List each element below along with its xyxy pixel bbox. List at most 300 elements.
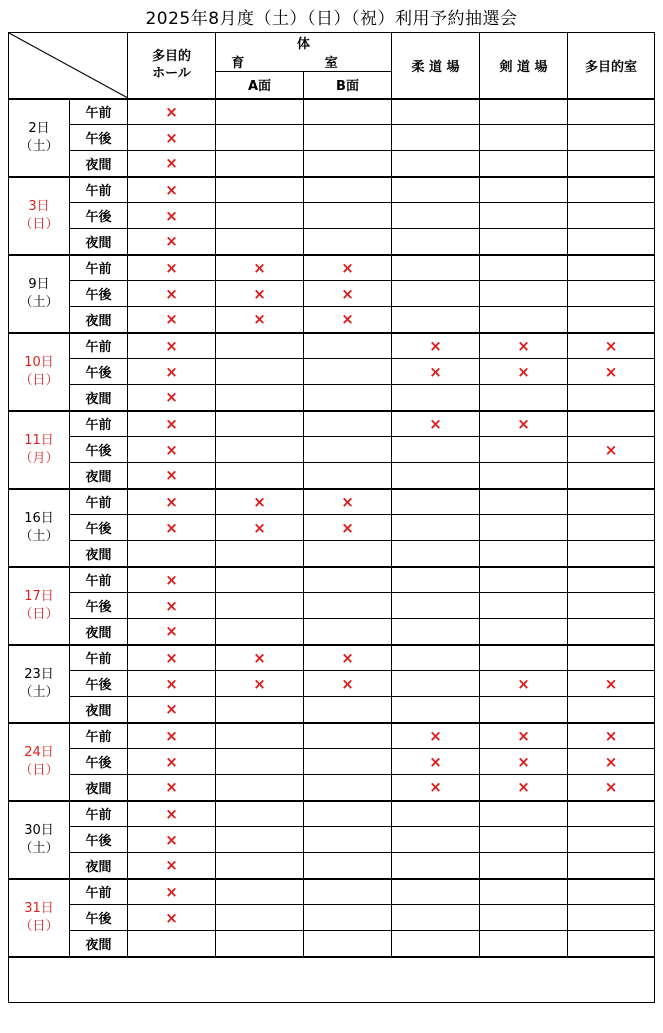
cell-kendo bbox=[480, 697, 568, 723]
day-cell bbox=[9, 801, 70, 879]
cell-multi-hall bbox=[128, 775, 216, 801]
time-slot-label: 午後 bbox=[70, 203, 128, 229]
booked-mark: × bbox=[517, 778, 530, 797]
booked-mark: × bbox=[165, 492, 178, 511]
cell-gym-b bbox=[304, 515, 392, 541]
booked-mark: × bbox=[429, 778, 442, 797]
cell-kendo bbox=[480, 281, 568, 307]
time-slot-label: 夜間 bbox=[70, 931, 128, 957]
booked-mark: × bbox=[165, 778, 178, 797]
cell-gym-a bbox=[216, 255, 304, 281]
table-row bbox=[9, 541, 655, 567]
booked-mark: × bbox=[165, 388, 178, 407]
time-slot-label: 夜間 bbox=[70, 697, 128, 723]
booked-mark: × bbox=[165, 180, 178, 199]
cell-kendo bbox=[480, 801, 568, 827]
booked-mark: × bbox=[429, 336, 442, 355]
cell-kendo bbox=[480, 827, 568, 853]
cell-kendo bbox=[480, 489, 568, 515]
booked-mark: × bbox=[341, 258, 354, 277]
cell-gym-a bbox=[216, 489, 304, 515]
cell-multi-hall bbox=[128, 827, 216, 853]
cell-kendo bbox=[480, 99, 568, 125]
day-of-week: （土） bbox=[19, 528, 59, 544]
booked-mark: × bbox=[165, 362, 178, 381]
cell-gym-a bbox=[216, 229, 304, 255]
cell-multi-hall bbox=[128, 541, 216, 567]
booked-mark: × bbox=[517, 336, 530, 355]
day-cell bbox=[9, 411, 70, 489]
cell-multi-hall bbox=[128, 229, 216, 255]
footer-blank-cell bbox=[9, 957, 655, 1003]
booked-mark: × bbox=[429, 362, 442, 381]
cell-judo bbox=[392, 515, 480, 541]
booked-mark: × bbox=[165, 700, 178, 719]
cell-multi-room bbox=[568, 645, 655, 671]
day-of-week: （土） bbox=[19, 294, 59, 310]
day-number: 9日 bbox=[28, 276, 50, 292]
header-multi-hall-line1: 多目的 bbox=[151, 49, 191, 65]
cell-gym-a bbox=[216, 879, 304, 905]
cell-multi-hall bbox=[128, 255, 216, 281]
cell-kendo bbox=[480, 853, 568, 879]
header-gym-a: A面 bbox=[216, 72, 304, 99]
cell-multi-room bbox=[568, 463, 655, 489]
cell-judo bbox=[392, 229, 480, 255]
cell-gym-b bbox=[304, 775, 392, 801]
booked-mark: × bbox=[604, 674, 618, 693]
cell-gym-a bbox=[216, 437, 304, 463]
cell-kendo bbox=[480, 671, 568, 697]
day-cell bbox=[9, 99, 70, 177]
cell-judo bbox=[392, 385, 480, 411]
cell-gym-b bbox=[304, 99, 392, 125]
table-row bbox=[9, 931, 655, 957]
cell-multi-room bbox=[568, 307, 655, 333]
cell-multi-room bbox=[568, 489, 655, 515]
cell-kendo bbox=[480, 229, 568, 255]
cell-gym-b bbox=[304, 229, 392, 255]
booked-mark: × bbox=[517, 362, 530, 381]
cell-kendo bbox=[480, 307, 568, 333]
cell-multi-room bbox=[568, 203, 655, 229]
time-slot-label: 夜間 bbox=[70, 229, 128, 255]
cell-gym-a bbox=[216, 99, 304, 125]
cell-judo bbox=[392, 463, 480, 489]
corner-diagonal-cell bbox=[9, 33, 128, 99]
time-slot-label: 午前 bbox=[70, 801, 128, 827]
cell-gym-b bbox=[304, 827, 392, 853]
time-slot-label: 午後 bbox=[70, 671, 128, 697]
cell-gym-a bbox=[216, 385, 304, 411]
cell-multi-hall bbox=[128, 125, 216, 151]
cell-gym-b bbox=[304, 463, 392, 489]
booked-mark: × bbox=[253, 648, 266, 667]
time-slot-label: 午後 bbox=[70, 905, 128, 931]
cell-gym-b bbox=[304, 411, 392, 437]
booked-mark: × bbox=[165, 648, 178, 667]
time-slot-label: 午前 bbox=[70, 567, 128, 593]
booked-mark: × bbox=[429, 752, 442, 771]
time-slot-label: 午後 bbox=[70, 359, 128, 385]
cell-kendo bbox=[480, 567, 568, 593]
booked-mark: × bbox=[341, 310, 354, 329]
cell-gym-a bbox=[216, 593, 304, 619]
booked-mark: × bbox=[253, 492, 266, 511]
booked-mark: × bbox=[604, 362, 618, 381]
booked-mark: × bbox=[165, 752, 178, 771]
table-row bbox=[9, 905, 655, 931]
cell-gym-b bbox=[304, 203, 392, 229]
header-judo: 柔 道 場 bbox=[392, 33, 480, 99]
cell-gym-a bbox=[216, 567, 304, 593]
cell-judo bbox=[392, 775, 480, 801]
cell-multi-room bbox=[568, 749, 655, 775]
time-slot-label: 午前 bbox=[70, 879, 128, 905]
booked-mark: × bbox=[165, 804, 178, 823]
table-row bbox=[9, 593, 655, 619]
cell-gym-a bbox=[216, 307, 304, 333]
cell-judo bbox=[392, 749, 480, 775]
table-row bbox=[9, 879, 655, 905]
cell-multi-hall bbox=[128, 671, 216, 697]
booked-mark: × bbox=[165, 336, 178, 355]
cell-kendo bbox=[480, 203, 568, 229]
day-of-week: （月） bbox=[19, 450, 59, 466]
booked-mark: × bbox=[341, 674, 354, 693]
table-row bbox=[9, 853, 655, 879]
cell-gym-b bbox=[304, 281, 392, 307]
cell-gym-a bbox=[216, 645, 304, 671]
cell-gym-b bbox=[304, 359, 392, 385]
header-multi-hall-line2: ホール bbox=[152, 66, 191, 82]
cell-multi-room bbox=[568, 931, 655, 957]
booked-mark: × bbox=[165, 154, 178, 173]
cell-multi-room bbox=[568, 333, 655, 359]
table-row bbox=[9, 203, 655, 229]
cell-judo bbox=[392, 333, 480, 359]
day-of-week: （日） bbox=[19, 372, 59, 388]
cell-kendo bbox=[480, 333, 568, 359]
cell-gym-a bbox=[216, 619, 304, 645]
cell-multi-hall bbox=[128, 99, 216, 125]
time-slot-label: 午後 bbox=[70, 593, 128, 619]
time-slot-label: 午後 bbox=[70, 125, 128, 151]
cell-multi-hall bbox=[128, 151, 216, 177]
table-row bbox=[9, 333, 655, 359]
cell-multi-hall bbox=[128, 697, 216, 723]
cell-gym-a bbox=[216, 827, 304, 853]
cell-multi-hall bbox=[128, 723, 216, 749]
cell-kendo bbox=[480, 541, 568, 567]
cell-gym-b bbox=[304, 671, 392, 697]
day-number: 10日 bbox=[24, 354, 54, 370]
cell-multi-hall bbox=[128, 619, 216, 645]
cell-gym-a bbox=[216, 905, 304, 931]
day-of-week: （土） bbox=[19, 138, 59, 154]
day-of-week: （土） bbox=[19, 840, 59, 856]
cell-multi-hall bbox=[128, 645, 216, 671]
day-cell bbox=[9, 645, 70, 723]
cell-multi-hall bbox=[128, 333, 216, 359]
cell-kendo bbox=[480, 723, 568, 749]
booked-mark: × bbox=[604, 778, 618, 797]
cell-gym-b bbox=[304, 489, 392, 515]
cell-kendo bbox=[480, 593, 568, 619]
cell-multi-room bbox=[568, 411, 655, 437]
cell-judo bbox=[392, 437, 480, 463]
cell-judo bbox=[392, 593, 480, 619]
cell-gym-a bbox=[216, 151, 304, 177]
cell-judo bbox=[392, 281, 480, 307]
cell-multi-hall bbox=[128, 931, 216, 957]
table-row bbox=[9, 151, 655, 177]
cell-multi-hall bbox=[128, 515, 216, 541]
cell-kendo bbox=[480, 411, 568, 437]
time-slot-label: 午後 bbox=[70, 827, 128, 853]
cell-multi-room bbox=[568, 229, 655, 255]
cell-gym-b bbox=[304, 307, 392, 333]
cell-multi-room bbox=[568, 125, 655, 151]
table-row bbox=[9, 229, 655, 255]
table-row bbox=[9, 463, 655, 489]
table-row bbox=[9, 827, 655, 853]
day-number: 2日 bbox=[28, 120, 50, 136]
booked-mark: × bbox=[253, 258, 266, 277]
booked-mark: × bbox=[253, 518, 266, 537]
cell-judo bbox=[392, 879, 480, 905]
booked-mark: × bbox=[165, 466, 178, 485]
cell-gym-b bbox=[304, 567, 392, 593]
time-slot-label: 午前 bbox=[70, 411, 128, 437]
cell-judo bbox=[392, 619, 480, 645]
cell-multi-room bbox=[568, 593, 655, 619]
cell-kendo bbox=[480, 359, 568, 385]
booked-mark: × bbox=[165, 102, 178, 121]
cell-multi-hall bbox=[128, 567, 216, 593]
cell-multi-room bbox=[568, 281, 655, 307]
cell-kendo bbox=[480, 125, 568, 151]
cell-gym-b bbox=[304, 697, 392, 723]
booked-mark: × bbox=[165, 882, 178, 901]
cell-judo bbox=[392, 359, 480, 385]
cell-kendo bbox=[480, 437, 568, 463]
cell-multi-hall bbox=[128, 749, 216, 775]
day-number: 17日 bbox=[24, 588, 54, 604]
booked-mark: × bbox=[253, 310, 266, 329]
cell-gym-a bbox=[216, 359, 304, 385]
booked-mark: × bbox=[165, 674, 178, 693]
cell-multi-hall bbox=[128, 281, 216, 307]
cell-judo bbox=[392, 931, 480, 957]
cell-gym-b bbox=[304, 879, 392, 905]
cell-gym-b bbox=[304, 749, 392, 775]
booked-mark: × bbox=[165, 622, 178, 641]
cell-gym-a bbox=[216, 931, 304, 957]
cell-judo bbox=[392, 853, 480, 879]
day-cell bbox=[9, 723, 70, 801]
day-of-week: （土） bbox=[19, 684, 59, 700]
reservation-table bbox=[8, 32, 655, 1003]
booked-mark: × bbox=[341, 284, 354, 303]
table-row bbox=[9, 645, 655, 671]
cell-gym-b bbox=[304, 619, 392, 645]
cell-judo bbox=[392, 411, 480, 437]
cell-kendo bbox=[480, 515, 568, 541]
cell-gym-b bbox=[304, 801, 392, 827]
cell-gym-b bbox=[304, 723, 392, 749]
table-row bbox=[9, 775, 655, 801]
cell-kendo bbox=[480, 385, 568, 411]
table-row bbox=[9, 99, 655, 125]
day-cell bbox=[9, 879, 70, 957]
header-multi-hall bbox=[128, 33, 216, 99]
cell-kendo bbox=[480, 151, 568, 177]
cell-multi-room bbox=[568, 723, 655, 749]
booked-mark: × bbox=[253, 674, 266, 693]
cell-multi-hall bbox=[128, 801, 216, 827]
cell-multi-room bbox=[568, 697, 655, 723]
booked-mark: × bbox=[604, 726, 618, 745]
booked-mark: × bbox=[165, 232, 178, 251]
time-slot-label: 夜間 bbox=[70, 775, 128, 801]
cell-judo bbox=[392, 905, 480, 931]
time-slot-label: 午前 bbox=[70, 177, 128, 203]
cell-judo bbox=[392, 801, 480, 827]
booked-mark: × bbox=[604, 336, 618, 355]
time-slot-label: 午前 bbox=[70, 723, 128, 749]
header-gym-label: 体 育 室 bbox=[231, 37, 376, 71]
footer-blank-row bbox=[9, 957, 655, 1003]
cell-multi-room bbox=[568, 879, 655, 905]
cell-kendo bbox=[480, 645, 568, 671]
cell-multi-room bbox=[568, 827, 655, 853]
table-row bbox=[9, 671, 655, 697]
cell-judo bbox=[392, 567, 480, 593]
cell-gym-a bbox=[216, 125, 304, 151]
cell-multi-hall bbox=[128, 463, 216, 489]
table-row bbox=[9, 619, 655, 645]
booked-mark: × bbox=[341, 518, 354, 537]
day-of-week: （日） bbox=[19, 606, 59, 622]
cell-multi-room bbox=[568, 567, 655, 593]
cell-multi-hall bbox=[128, 385, 216, 411]
booked-mark: × bbox=[517, 674, 530, 693]
cell-judo bbox=[392, 723, 480, 749]
cell-multi-room bbox=[568, 99, 655, 125]
cell-judo bbox=[392, 671, 480, 697]
table-row bbox=[9, 281, 655, 307]
cell-multi-room bbox=[568, 853, 655, 879]
cell-gym-a bbox=[216, 671, 304, 697]
cell-gym-a bbox=[216, 333, 304, 359]
time-slot-label: 夜間 bbox=[70, 541, 128, 567]
cell-multi-room bbox=[568, 359, 655, 385]
day-number: 11日 bbox=[24, 432, 54, 448]
booked-mark: × bbox=[165, 258, 178, 277]
booked-mark: × bbox=[429, 726, 442, 745]
cell-judo bbox=[392, 177, 480, 203]
cell-multi-room bbox=[568, 671, 655, 697]
cell-multi-hall bbox=[128, 203, 216, 229]
time-slot-label: 夜間 bbox=[70, 307, 128, 333]
time-slot-label: 午前 bbox=[70, 489, 128, 515]
cell-gym-a bbox=[216, 723, 304, 749]
booked-mark: × bbox=[165, 570, 178, 589]
cell-gym-a bbox=[216, 281, 304, 307]
cell-multi-room bbox=[568, 385, 655, 411]
cell-gym-a bbox=[216, 463, 304, 489]
header-multi-room: 多目的室 bbox=[568, 33, 655, 99]
cell-multi-room bbox=[568, 177, 655, 203]
cell-judo bbox=[392, 203, 480, 229]
booked-mark: × bbox=[165, 596, 178, 615]
cell-multi-room bbox=[568, 437, 655, 463]
cell-gym-b bbox=[304, 151, 392, 177]
cell-gym-a bbox=[216, 697, 304, 723]
cell-multi-room bbox=[568, 801, 655, 827]
table-row bbox=[9, 411, 655, 437]
day-number: 16日 bbox=[24, 510, 54, 526]
day-of-week: （日） bbox=[19, 216, 59, 232]
day-number: 31日 bbox=[24, 900, 54, 916]
cell-gym-b bbox=[304, 541, 392, 567]
cell-multi-hall bbox=[128, 359, 216, 385]
cell-gym-b bbox=[304, 853, 392, 879]
cell-multi-hall bbox=[128, 905, 216, 931]
cell-gym-a bbox=[216, 541, 304, 567]
booked-mark: × bbox=[165, 284, 178, 303]
booked-mark: × bbox=[604, 752, 618, 771]
booked-mark: × bbox=[341, 492, 354, 511]
cell-gym-a bbox=[216, 749, 304, 775]
cell-gym-b bbox=[304, 645, 392, 671]
booked-mark: × bbox=[165, 908, 178, 927]
cell-gym-a bbox=[216, 177, 304, 203]
cell-multi-hall bbox=[128, 593, 216, 619]
cell-multi-room bbox=[568, 905, 655, 931]
cell-gym-a bbox=[216, 515, 304, 541]
cell-kendo bbox=[480, 749, 568, 775]
booked-mark: × bbox=[517, 752, 530, 771]
table-row bbox=[9, 385, 655, 411]
cell-kendo bbox=[480, 879, 568, 905]
cell-multi-room bbox=[568, 619, 655, 645]
time-slot-label: 午前 bbox=[70, 645, 128, 671]
booked-mark: × bbox=[165, 830, 178, 849]
day-cell bbox=[9, 333, 70, 411]
cell-multi-hall bbox=[128, 853, 216, 879]
cell-gym-a bbox=[216, 801, 304, 827]
cell-gym-b bbox=[304, 255, 392, 281]
cell-multi-room bbox=[568, 255, 655, 281]
table-row bbox=[9, 255, 655, 281]
time-slot-label: 午前 bbox=[70, 333, 128, 359]
cell-judo bbox=[392, 645, 480, 671]
booked-mark: × bbox=[165, 310, 178, 329]
booked-mark: × bbox=[604, 440, 618, 459]
header-kendo: 剣 道 場 bbox=[480, 33, 568, 99]
table-row bbox=[9, 515, 655, 541]
cell-multi-hall bbox=[128, 879, 216, 905]
cell-multi-room bbox=[568, 151, 655, 177]
cell-judo bbox=[392, 827, 480, 853]
cell-judo bbox=[392, 697, 480, 723]
day-number: 23日 bbox=[24, 666, 54, 682]
cell-judo bbox=[392, 125, 480, 151]
booked-mark: × bbox=[165, 440, 178, 459]
booked-mark: × bbox=[341, 648, 354, 667]
